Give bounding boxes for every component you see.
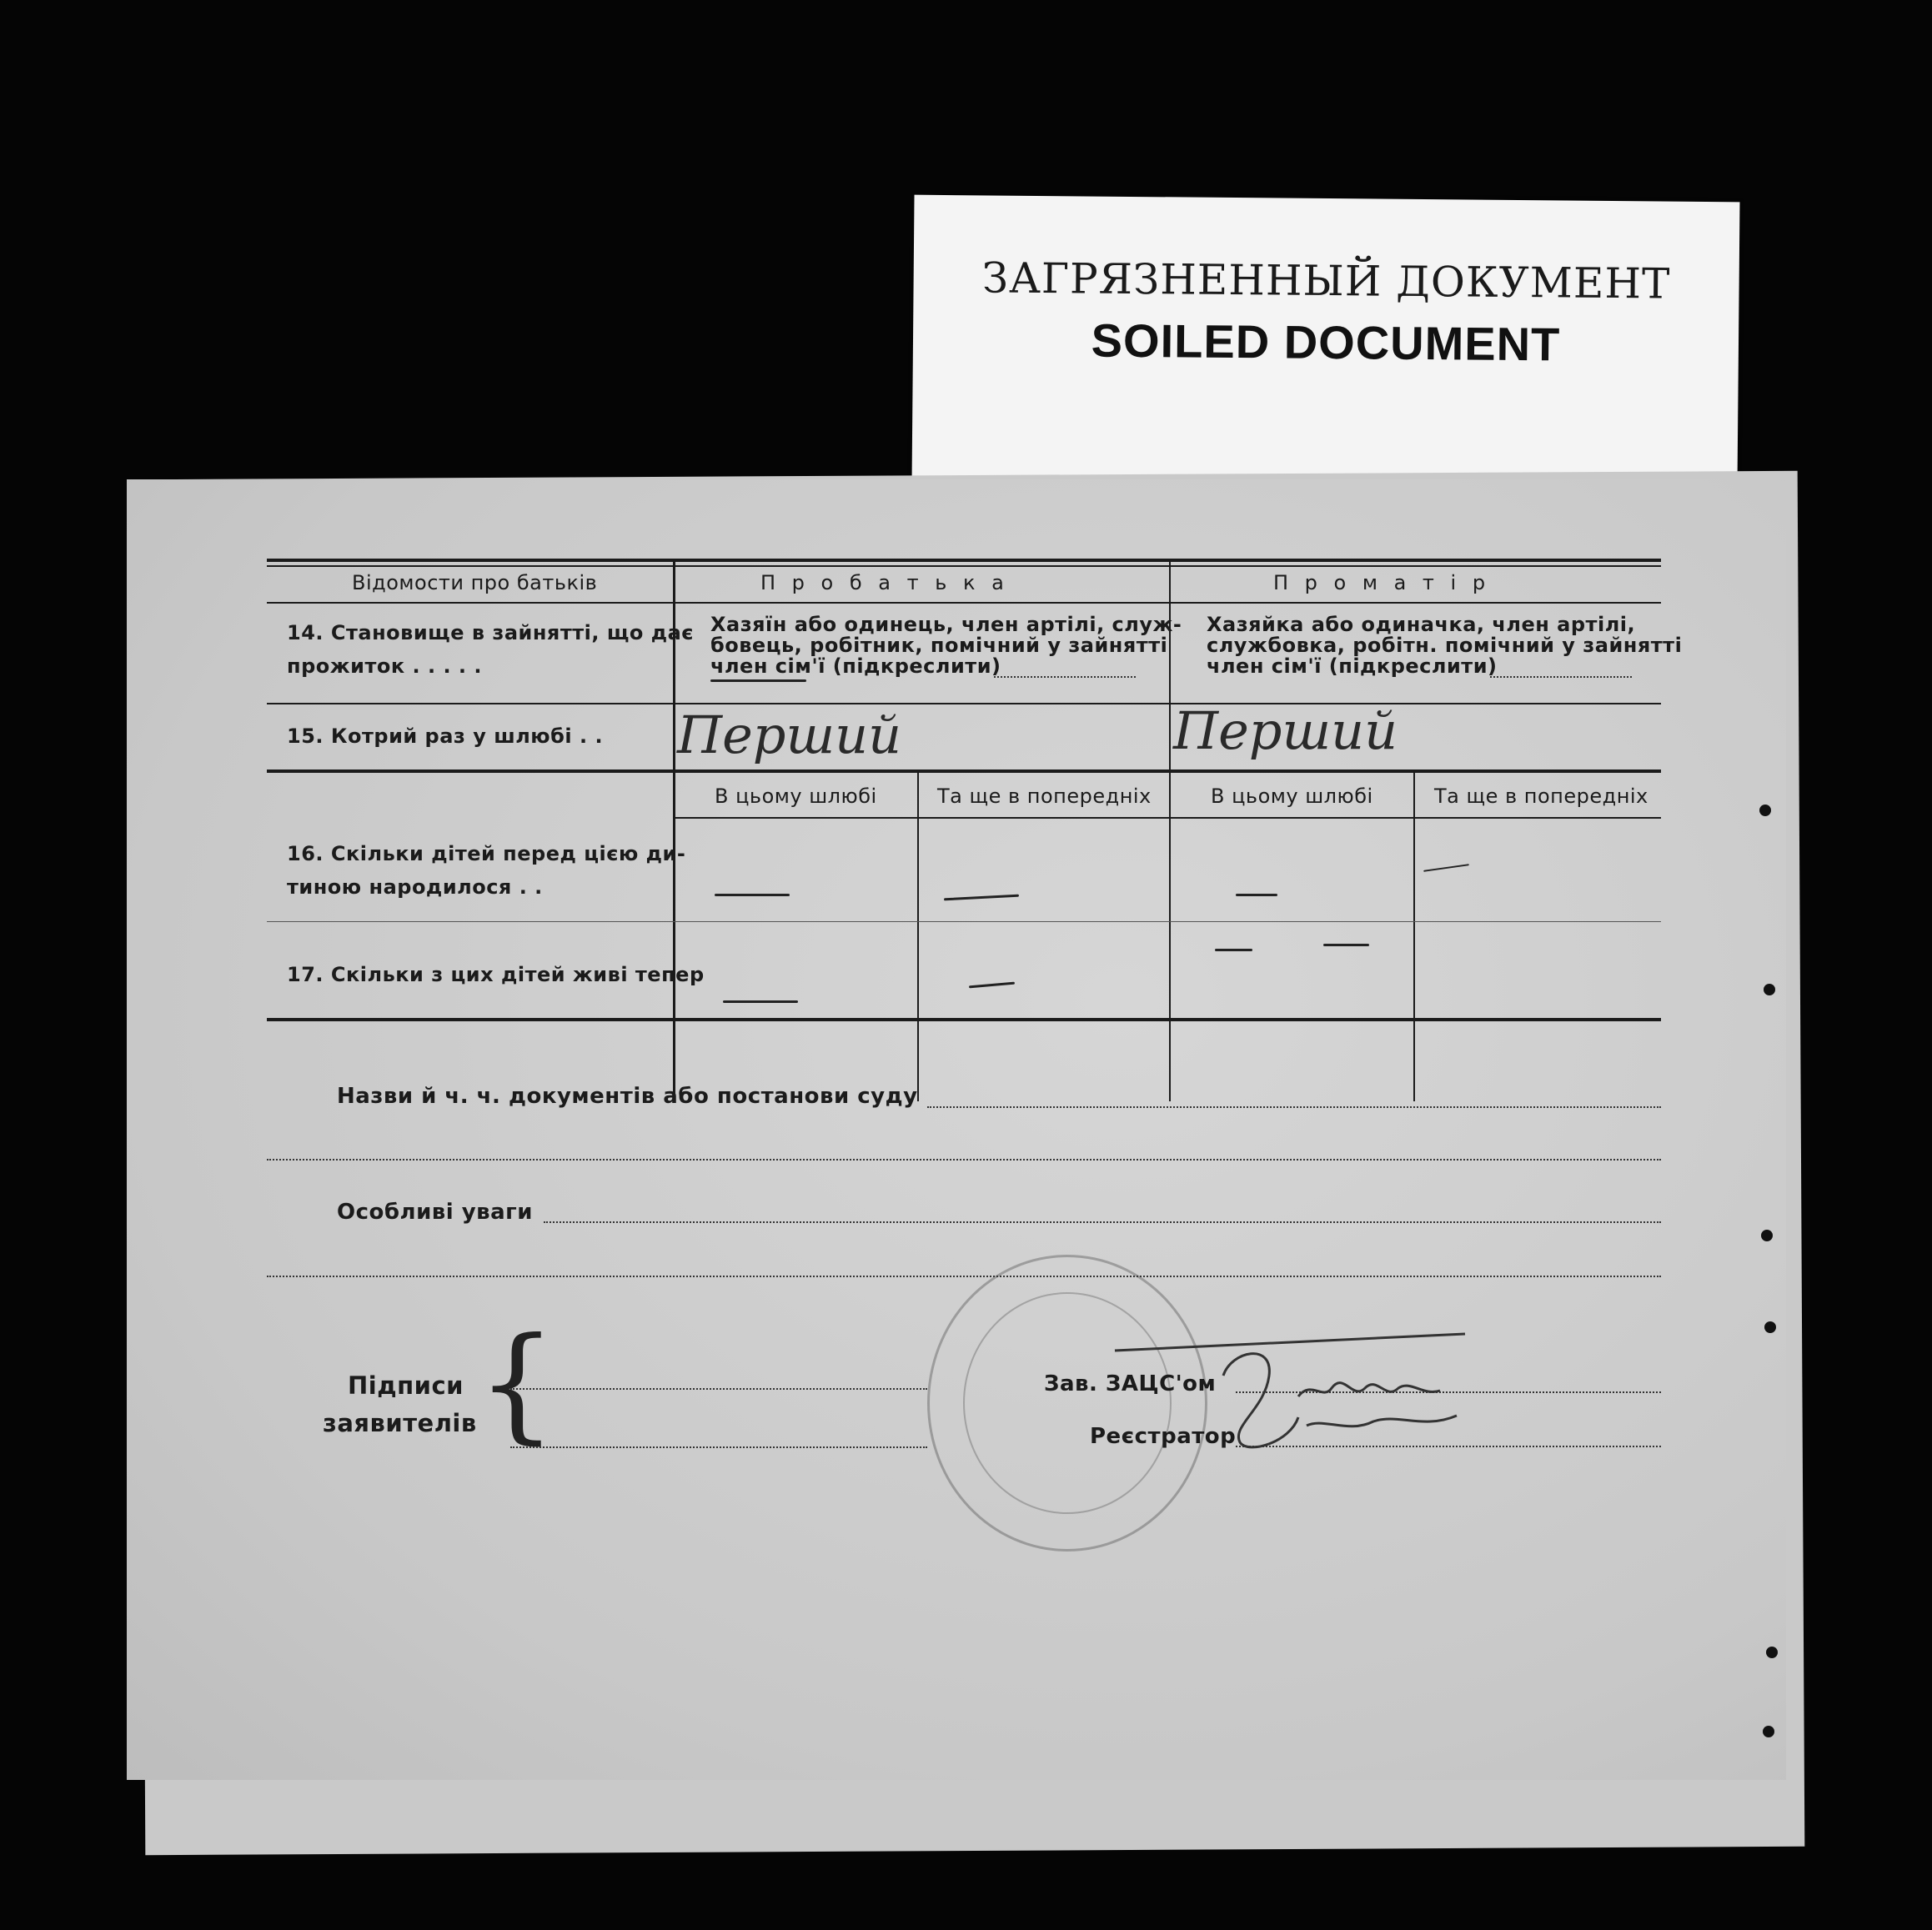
row16-bottom-rule xyxy=(267,921,1661,922)
label-russian-text: ЗАГРЯЗНЕННЫЙ ДОКУМЕНТ xyxy=(981,253,1671,308)
notes-label: Особливі уваги xyxy=(337,1200,533,1225)
row14-father-underline xyxy=(710,679,806,682)
row14-mother-line2: службовка, робітн. помічний у зайнятті xyxy=(1207,634,1683,657)
binding-hole xyxy=(1764,1321,1776,1333)
row16-father-prev-dash xyxy=(944,895,1019,901)
form-sheet xyxy=(127,479,1786,1780)
row17-father-this-dash xyxy=(723,1000,798,1003)
row16-mother-this-dash xyxy=(1236,894,1277,896)
binding-hole xyxy=(1763,1726,1774,1737)
soiled-document-label xyxy=(912,195,1740,490)
binding-hole xyxy=(1764,984,1775,995)
header-about-father: П р о б а т ь к а xyxy=(760,571,1009,594)
row14-father-line2: бовець, робітник, помічний у зайнятті xyxy=(710,634,1168,657)
row17-father-prev-dash xyxy=(969,982,1015,989)
row15-label: 15. Котрий раз у шлюбі . . xyxy=(287,724,604,748)
row17-label: 17. Скільки з цих дітей живі тепер xyxy=(287,963,705,986)
mother-this-marriage: В цьому шлюбі xyxy=(1211,785,1373,808)
binding-hole xyxy=(1766,1647,1778,1658)
documents-dotline-2 xyxy=(267,1159,1661,1161)
signatures-applicants-line2: заявителів xyxy=(323,1409,477,1437)
row16-label-line2: тиною народилося . . xyxy=(287,875,543,899)
row17-mother-this-dash-2 xyxy=(1323,944,1369,946)
head-zags-label: Зав. ЗАЦС'ом xyxy=(1044,1371,1217,1396)
mother-previous-marriages: Та ще в попередніх xyxy=(1434,785,1648,808)
notes-dotline-2 xyxy=(267,1276,1661,1277)
row14-mother-line3: член сім'ї (підкреслити) xyxy=(1207,654,1498,678)
notes-dotline-1 xyxy=(544,1221,1661,1223)
row14-mother-line1: Хазяйка або одиначка, член артілі, xyxy=(1207,613,1636,636)
applicant-signature-line-1 xyxy=(510,1388,927,1390)
table-bottom-rule xyxy=(267,1018,1661,1021)
row15-father-value: Перший xyxy=(677,704,902,765)
header-row-rule xyxy=(267,602,1661,604)
documents-dotline-1 xyxy=(927,1106,1661,1108)
signatures-brace: { xyxy=(477,1311,557,1456)
row17-mother-this-dash xyxy=(1215,949,1252,951)
row14-father-line1: Хазяїн або одинець, член артілі, служ- xyxy=(710,613,1182,636)
signatures-applicants-line1: Підписи xyxy=(348,1371,464,1400)
label-english-text: SOILED DOCUMENT xyxy=(1091,313,1561,371)
table-top-rule-2 xyxy=(267,565,1661,567)
subheader-bottom-rule xyxy=(673,817,1661,819)
row15-bottom-rule xyxy=(267,769,1661,773)
applicant-signature-line-2 xyxy=(510,1446,927,1448)
header-about-mother: П р о м а т і р xyxy=(1273,571,1491,594)
handwritten-signature xyxy=(1107,1317,1490,1459)
father-previous-marriages: Та ще в попередніх xyxy=(937,785,1152,808)
table-top-rule xyxy=(267,559,1661,562)
row14-bottom-rule xyxy=(267,703,1661,704)
row14-label-line2: прожиток . . . . . xyxy=(287,654,482,678)
row16-mother-prev-dash xyxy=(1423,864,1469,872)
father-this-marriage: В цьому шлюбі xyxy=(715,785,877,808)
documents-label: Назви й ч. ч. документів або постанови суду xyxy=(337,1084,918,1109)
row14-father-dots xyxy=(994,676,1136,678)
father-subcol-divider xyxy=(917,773,919,1101)
mother-subcol-divider xyxy=(1413,773,1415,1101)
binding-hole xyxy=(1759,805,1771,816)
row16-label-line1: 16. Скільки дітей перед цією ди- xyxy=(287,842,686,865)
row15-mother-value: Перший xyxy=(1173,700,1398,761)
row14-mother-dots xyxy=(1490,676,1632,678)
header-parents-info: Відомости про батьків xyxy=(352,571,598,594)
row14-father-line3: член сім'ї (підкреслити) xyxy=(710,654,1001,678)
binding-hole xyxy=(1761,1230,1773,1241)
row16-father-this-dash xyxy=(715,894,790,896)
row14-label-line1: 14. Становище в зайнятті, що дає xyxy=(287,621,695,644)
registrar-label: Реєстратор xyxy=(1090,1424,1237,1449)
